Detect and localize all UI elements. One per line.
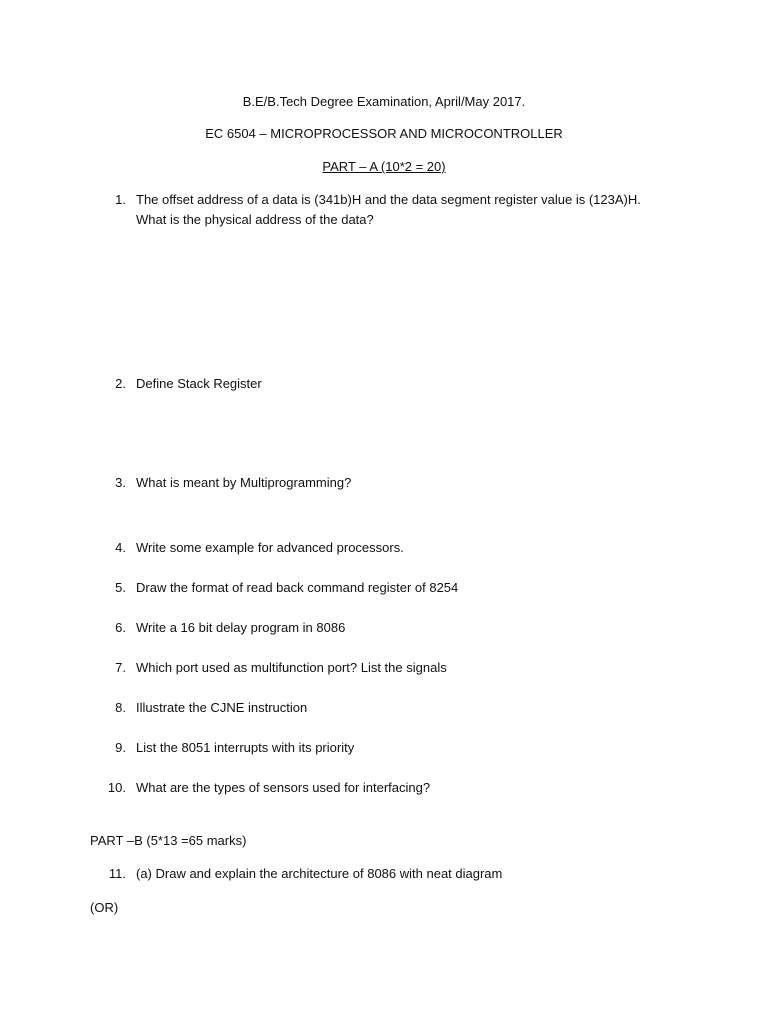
question-text: Write some example for advanced processors. [136, 540, 404, 555]
or-label: (OR) [90, 900, 119, 915]
question-number: 2. [115, 376, 126, 391]
question-text: Illustrate the CJNE instruction [136, 700, 308, 715]
question-text: What are the types of sensors used for interfacing? [136, 780, 431, 795]
question-number: 8. [115, 700, 126, 715]
question-text: Write a 16 bit delay program in 8086 [136, 620, 346, 635]
part-b-heading: PART –B (5*13 =65 marks) [90, 833, 247, 848]
part-a-heading: PART – A (10*2 = 20) [322, 159, 446, 174]
question-number: 6. [115, 620, 126, 635]
question-text: (a) Draw and explain the architecture of 8086 with neat diagram [136, 866, 503, 881]
question-text: What is meant by Multiprogramming? [136, 475, 352, 490]
question-number: 5. [115, 580, 126, 595]
question-number: 4. [115, 540, 126, 555]
question-text: Define Stack Register [136, 376, 262, 391]
question-number: 11. [108, 866, 126, 881]
question-number: 7. [115, 660, 126, 675]
question-text: Draw the format of read back command register of 8254 [136, 580, 459, 595]
question-number: 9. [115, 740, 126, 755]
course-title: EC 6504 – MICROPROCESSOR AND MICROCONTROLLER [205, 126, 563, 141]
exam-title: B.E/B.Tech Degree Examination, April/May 2017. [242, 94, 526, 109]
question-text: The offset address of a data is (341b)H and the data segment register value is (123A)H. What is the physical address of the data? [136, 192, 641, 227]
question-text: Which port used as multifunction port? List the signals [136, 660, 447, 675]
question-number: 1. [115, 192, 126, 207]
question-number: 10. [107, 780, 126, 795]
question-number: 3. [115, 475, 126, 490]
question-text: List the 8051 interrupts with its priority [136, 740, 355, 755]
